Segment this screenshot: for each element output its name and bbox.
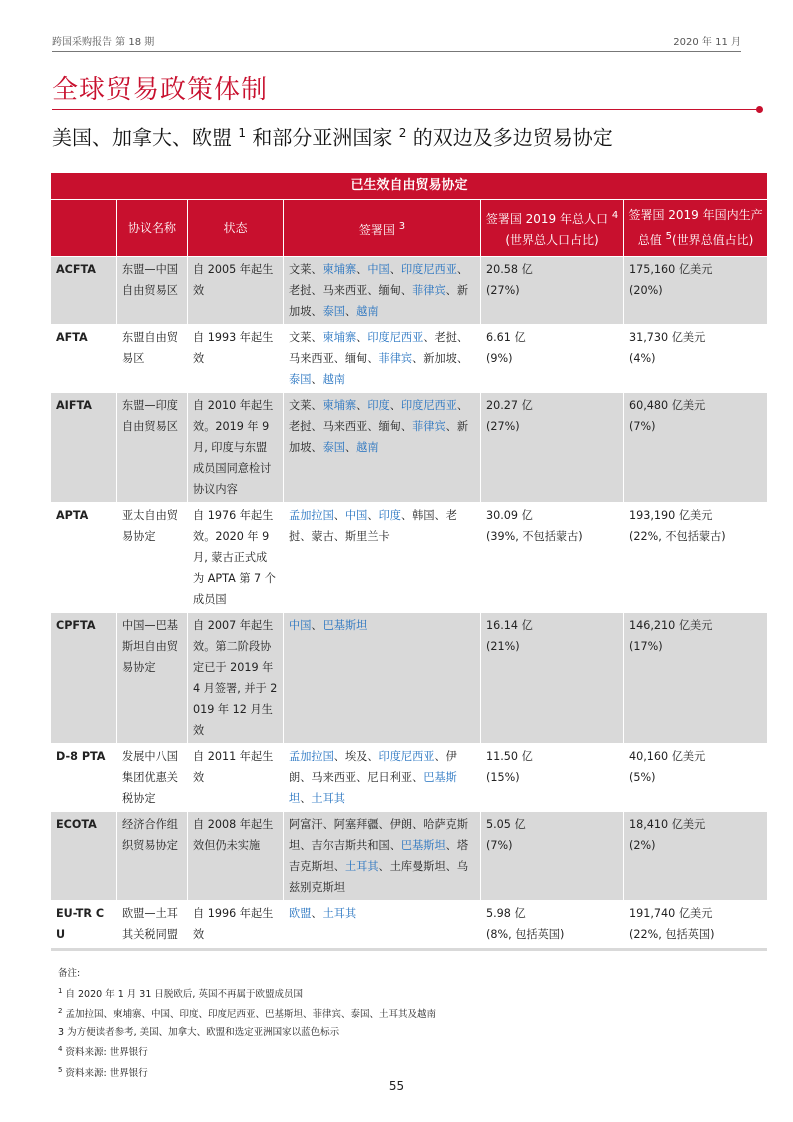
footnote-text: 孟加拉国、柬埔寨、中国、印度、印度尼西亚、巴基斯坦、菲律宾、泰国、土耳其及越南 — [62, 1009, 436, 1021]
country-text: 、 — [311, 907, 323, 920]
highlighted-country: 越南 — [356, 305, 379, 318]
population-value: 30.09 亿 — [486, 509, 533, 522]
country-text: 、塔吉克斯坦、 — [289, 839, 469, 873]
country-text: 、 — [389, 263, 401, 276]
gdp-value: 191,740 亿美元 — [629, 907, 713, 920]
highlighted-country: 土耳其 — [311, 792, 345, 805]
cell-abbr: APTA — [51, 503, 117, 613]
footnote-marker: 2 — [58, 1007, 63, 1016]
header-rule — [52, 51, 741, 52]
highlighted-country: 巴基斯坦 — [400, 839, 446, 852]
highlighted-country: 柬埔寨 — [322, 263, 357, 276]
footnote-text: 资料来源: 世界银行 — [62, 1047, 148, 1059]
table-row — [51, 744, 768, 812]
cell-population — [481, 393, 624, 503]
subtitle-post: 的双边及多边贸易协定 — [406, 125, 613, 150]
footnote — [58, 983, 436, 1004]
country-text: 、新加坡、 — [289, 420, 469, 454]
cell-abbr: D-8 PTA — [51, 744, 117, 812]
highlighted-country: 欧盟 — [289, 907, 312, 920]
cell-population — [481, 812, 624, 901]
cell-abbr: ACFTA — [51, 257, 117, 325]
cell-status: 自 2008 年起生效但仍未实施 — [188, 812, 284, 901]
population-share: (8%, 包括英国) — [486, 928, 565, 941]
cell-status: 自 1976 年起生效。2020 年 9 月, 蒙古正式成为 APTA 第 7 个成员国 — [188, 503, 284, 613]
highlighted-country: 柬埔寨 — [322, 399, 357, 412]
footnote-marker: 5 — [58, 1065, 63, 1074]
population-share: (39%, 不包括蒙古) — [486, 530, 583, 543]
highlighted-country: 越南 — [356, 441, 379, 454]
cell-population — [481, 257, 624, 325]
cell-status: 自 2007 年起生效。第二阶段协定已于 2019 年 4 月签署, 并于 2019 年 12 月生效 — [188, 613, 284, 744]
country-text: 、新加坡、 — [412, 352, 469, 365]
highlighted-country: 土耳其 — [322, 907, 357, 920]
highlighted-country: 孟加拉国 — [289, 750, 334, 763]
population-value: 5.05 亿 — [486, 818, 526, 831]
footnote — [58, 1003, 436, 1024]
cell-abbr: EU-TR CU — [51, 901, 117, 948]
population-share: (27%) — [486, 284, 520, 297]
footnote-text: 3 为方便读者参考, 美国、加拿大、欧盟和选定亚洲国家以蓝色标示 — [58, 1026, 340, 1038]
gdp-share: (22%, 包括英国) — [629, 928, 715, 941]
page-number: 55 — [388, 1079, 405, 1093]
cell-name: 经济合作组织贸易协定 — [117, 812, 188, 901]
country-text: 、 — [311, 373, 323, 386]
country-text: 文莱、 — [289, 331, 323, 344]
header-name: 协议名称 — [117, 200, 188, 257]
cell-status: 自 1996 年起生效 — [188, 901, 284, 948]
gdp-share: (20%) — [629, 284, 663, 297]
gdp-share: (4%) — [629, 352, 656, 365]
table-banner: 已生效自由贸易协定 — [51, 173, 768, 200]
gdp-value: 175,160 亿美元 — [629, 263, 713, 276]
subtitle-sup-1: 1 — [238, 126, 246, 140]
highlighted-country: 印度 — [367, 399, 390, 412]
country-text: 、 — [356, 399, 368, 412]
highlighted-country: 柬埔寨 — [322, 331, 357, 344]
population-share: (9%) — [486, 352, 513, 365]
population-value: 20.58 亿 — [486, 263, 533, 276]
header-population: 签署国 2019 年总人口 $^4$ (世界总人口占比) — [481, 200, 624, 257]
highlighted-country: 印度 — [378, 509, 401, 522]
highlighted-country: 土耳其 — [344, 860, 379, 873]
cell-name: 中国—巴基斯坦自由贸易协定 — [117, 613, 188, 744]
highlighted-country: 菲律宾 — [378, 352, 413, 365]
highlighted-country: 巴基斯坦 — [322, 619, 368, 632]
table-bottom-bar — [51, 948, 768, 952]
page-title: 全球贸易政策体制 — [52, 75, 269, 105]
title-rule-dot — [756, 106, 763, 113]
country-text: 、老挝、马来西亚、缅甸、 — [289, 399, 469, 433]
population-share: (7%) — [486, 839, 513, 852]
cell-gdp — [624, 393, 768, 503]
page-subtitle — [52, 119, 613, 152]
table-row — [51, 812, 768, 901]
footnotes — [58, 965, 436, 1083]
gdp-share: (5%) — [629, 771, 656, 784]
highlighted-country: 泰国 — [322, 441, 345, 454]
country-text: 、 — [344, 305, 357, 318]
cell-gdp — [624, 257, 768, 325]
gdp-share: (22%, 不包括蒙古) — [629, 530, 726, 543]
cell-abbr: CPFTA — [51, 613, 117, 744]
cell-status: 自 2011 年起生效 — [188, 744, 284, 812]
cell-gdp — [624, 503, 768, 613]
highlighted-country: 越南 — [322, 373, 345, 386]
population-share: (15%) — [486, 771, 520, 784]
cell-status: 自 2005 年起生效 — [188, 257, 284, 325]
title-rule — [52, 109, 759, 110]
footnote-text: 备注: — [58, 968, 81, 979]
gdp-value: 60,480 亿美元 — [629, 399, 706, 412]
gdp-share: (17%) — [629, 640, 663, 653]
cell-signatories — [284, 613, 481, 744]
country-text: 、 — [356, 331, 368, 344]
highlighted-country: 泰国 — [322, 305, 345, 318]
table-row — [51, 393, 768, 503]
cell-signatories — [284, 901, 481, 948]
highlighted-country: 中国 — [289, 619, 312, 632]
cell-signatories — [284, 325, 481, 393]
country-text: 文莱、 — [289, 263, 323, 276]
country-text: 、土库曼斯坦、乌兹别克斯坦 — [289, 860, 469, 894]
country-text: 、 — [344, 441, 357, 454]
header-abbr — [51, 200, 117, 257]
cell-status: 自 1993 年起生效 — [188, 325, 284, 393]
footnote-text: 自 2020 年 1 月 31 日脱欧后, 英国不再属于欧盟成员国 — [62, 988, 303, 1000]
population-share: (21%) — [486, 640, 520, 653]
country-text: 、 — [356, 263, 368, 276]
cell-signatories — [284, 812, 481, 901]
cell-population — [481, 613, 624, 744]
gdp-share: (7%) — [629, 420, 656, 433]
population-value: 20.27 亿 — [486, 399, 533, 412]
population-value: 6.61 亿 — [486, 331, 526, 344]
highlighted-country: 中国 — [344, 509, 368, 522]
cell-population — [481, 325, 624, 393]
highlighted-country: 泰国 — [289, 373, 312, 386]
cell-name: 东盟—中国自由贸易区 — [117, 257, 188, 325]
cell-gdp — [624, 613, 768, 744]
gdp-share: (2%) — [629, 839, 656, 852]
table-row — [51, 257, 768, 325]
population-value: 16.14 亿 — [486, 619, 533, 632]
table-row — [51, 503, 768, 613]
country-text: 文莱、 — [289, 399, 323, 412]
cell-name: 发展中八国集团优惠关税协定 — [117, 744, 188, 812]
subtitle-pre: 美国、加拿大、欧盟 — [52, 125, 239, 150]
header-gdp: 签署国 2019 年国内生产总值 $^5$(世界总值占比) — [624, 200, 768, 257]
table-bottom-bar-cell — [51, 948, 768, 952]
footnote-text: 资料来源: 世界银行 — [62, 1068, 148, 1080]
header-status: 状态 — [188, 200, 284, 257]
cell-status: 自 2010 年起生效。2019 年 9 月, 印度与东盟成员国同意检讨协议内容 — [188, 393, 284, 503]
cell-abbr: ECOTA — [51, 812, 117, 901]
table-row — [51, 901, 768, 948]
highlighted-country: 菲律宾 — [412, 284, 446, 297]
gdp-value: 40,160 亿美元 — [629, 750, 706, 763]
footnote-marker: 1 — [58, 986, 63, 995]
highlighted-country: 巴基斯坦 — [289, 771, 457, 805]
fta-table — [50, 172, 768, 952]
cell-gdp — [624, 325, 768, 393]
population-value: 11.50 亿 — [486, 750, 533, 763]
country-text: 、 — [389, 399, 401, 412]
gdp-value: 193,190 亿美元 — [629, 509, 713, 522]
cell-name: 亚太自由贸易协定 — [117, 503, 188, 613]
cell-population — [481, 744, 624, 812]
country-text: 、伊朗、马来西亚、尼日利亚、 — [289, 750, 457, 784]
cell-signatories — [284, 503, 481, 613]
highlighted-country: 印度尼西亚 — [400, 263, 457, 276]
subtitle-mid: 和部分亚洲国家 — [246, 125, 399, 150]
country-text: 、 — [300, 792, 312, 805]
cell-gdp — [624, 744, 768, 812]
cell-name: 东盟—印度自由贸易区 — [117, 393, 188, 503]
footnote-marker: 4 — [58, 1045, 63, 1054]
header-left: 跨国采购报告 第 18 期 — [52, 37, 155, 48]
cell-signatories — [284, 257, 481, 325]
cell-population — [481, 503, 624, 613]
cell-gdp — [624, 812, 768, 901]
cell-gdp — [624, 901, 768, 948]
table-row — [51, 325, 768, 393]
footnote — [58, 1024, 436, 1042]
country-text: 、老挝、马来西亚、缅甸、 — [289, 331, 469, 365]
highlighted-country: 中国 — [367, 263, 390, 276]
cell-signatories — [284, 393, 481, 503]
country-text: 、老挝、马来西亚、缅甸、 — [289, 263, 469, 297]
gdp-value: 146,210 亿美元 — [629, 619, 713, 632]
cell-name: 东盟自由贸易区 — [117, 325, 188, 393]
country-text: 、新加坡、 — [289, 284, 469, 318]
highlighted-country: 孟加拉国 — [289, 509, 334, 522]
footnote — [58, 1041, 436, 1062]
highlighted-country: 印度尼西亚 — [378, 750, 435, 763]
country-text: 、 — [367, 509, 379, 522]
cell-abbr: AFTA — [51, 325, 117, 393]
country-text: 、 — [333, 509, 345, 522]
header-right: 2020 年 11 月 — [673, 37, 741, 48]
table-row — [51, 613, 768, 744]
country-text: 、韩国、老挝、蒙古、斯里兰卡 — [289, 509, 457, 543]
gdp-value: 18,410 亿美元 — [629, 818, 706, 831]
highlighted-country: 印度尼西亚 — [367, 331, 424, 344]
cell-signatories — [284, 744, 481, 812]
cell-population — [481, 901, 624, 948]
country-text: 、埃及、 — [333, 750, 379, 763]
cell-abbr: AIFTA — [51, 393, 117, 503]
country-text: 、 — [311, 619, 323, 632]
footnote — [58, 965, 436, 983]
gdp-value: 31,730 亿美元 — [629, 331, 706, 344]
country-text: 阿富汗、阿塞拜疆、伊朗、哈萨克斯坦、吉尔吉斯共和国、 — [289, 818, 469, 852]
page-header — [52, 33, 741, 49]
header-signatories: 签署国 $^3$ — [284, 200, 481, 257]
highlighted-country: 菲律宾 — [412, 420, 446, 433]
population-value: 5.98 亿 — [486, 907, 526, 920]
cell-name: 欧盟—土耳其关税同盟 — [117, 901, 188, 948]
highlighted-country: 印度尼西亚 — [400, 399, 457, 412]
subtitle-sup-2: 2 — [398, 126, 407, 140]
population-share: (27%) — [486, 420, 520, 433]
